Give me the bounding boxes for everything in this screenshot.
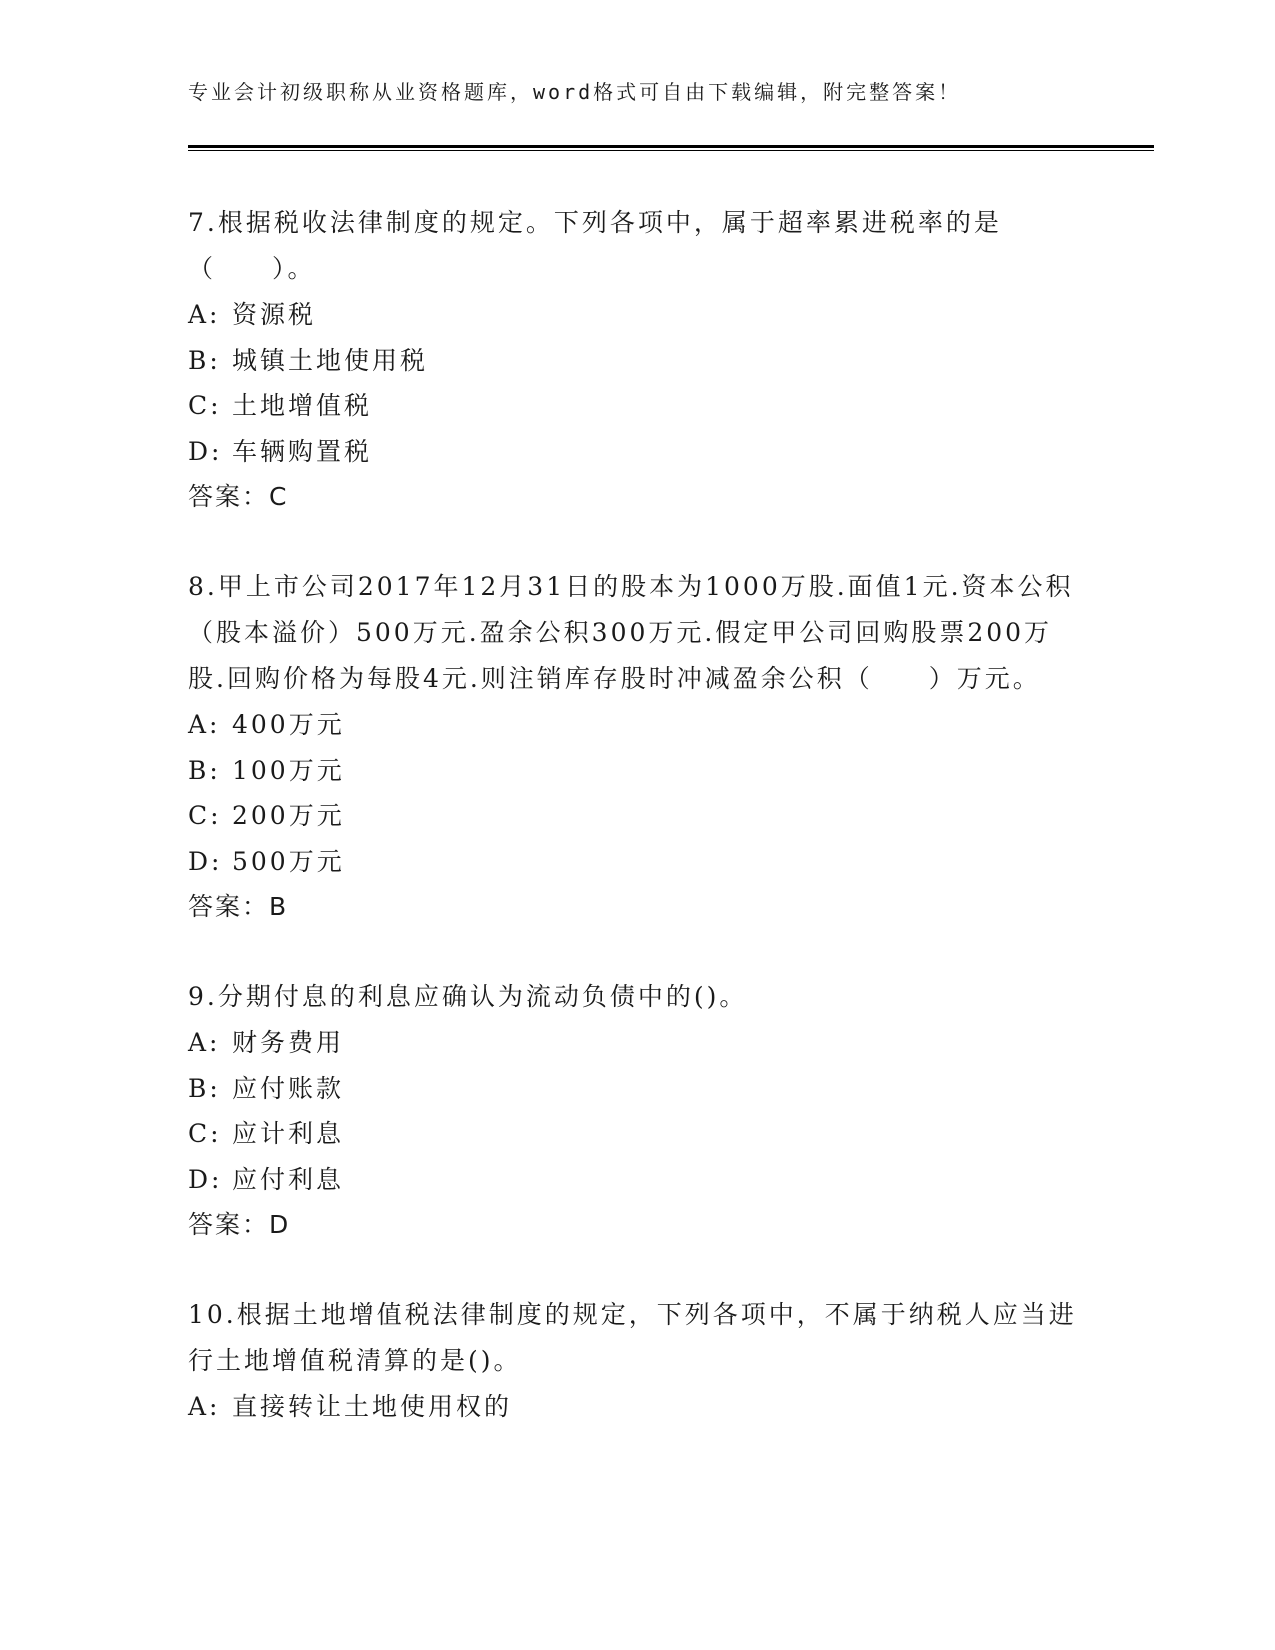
option-text: 应付账款 [232, 1073, 345, 1103]
option-a [188, 702, 1088, 748]
page-header: 专业会计初级职称从业资格题库，word格式可自由下载编辑，附完整答案！ [188, 80, 962, 104]
header-rule-thin [188, 150, 1154, 151]
answer: 答案：C [188, 482, 289, 511]
option-letter: B: [188, 1073, 221, 1103]
option-letter: D: [188, 846, 223, 876]
option-letter: D: [188, 436, 223, 466]
question-text: 9.分期付息的利息应确认为流动负债中的()。 [188, 982, 748, 1011]
option-a [188, 1020, 1088, 1066]
option-letter: A: [188, 1392, 221, 1421]
option-text: 车辆购置税 [232, 436, 373, 466]
question-text: 10.根据土地增值税法律制度的规定，下列各项中，不属于纳税人应当进行土地增值税清算的是()。 [188, 1300, 1077, 1375]
option-letter: D: [188, 1164, 223, 1194]
option-text: 100万元 [232, 755, 345, 785]
option-d [188, 1157, 1088, 1203]
option-text: 直接转让土地使用权的 [232, 1392, 513, 1421]
question-text: 8.甲上市公司2017年12月31日的股本为1000万股.面值1元.资本公积（股本溢价）500万元.盈余公积300万元.假定甲公司回购股票200万股.回购价格为每股4元.则注销库存股时冲减盈余公积（ ）万元。 [188, 572, 1074, 693]
option-text: 500万元 [232, 846, 345, 876]
answer: 答案：D [188, 1210, 291, 1239]
question-10 [188, 1292, 1088, 1430]
option-b [188, 338, 1088, 384]
question-7 [188, 200, 1088, 520]
option-letter: A: [188, 1028, 221, 1057]
option-c [188, 793, 1088, 839]
question-text: 7.根据税收法律制度的规定。下列各项中，属于超率累进税率的是（ ）。 [188, 208, 1002, 283]
option-text: 400万元 [232, 710, 345, 739]
question-8 [188, 564, 1088, 930]
option-a [188, 1384, 1088, 1430]
option-a [188, 292, 1088, 338]
option-text: 200万元 [232, 801, 345, 830]
option-b [188, 748, 1088, 794]
question-9 [188, 974, 1088, 1248]
option-text: 应计利息 [232, 1119, 345, 1148]
option-d [188, 429, 1088, 475]
option-letter: C: [188, 1119, 222, 1148]
option-b [188, 1066, 1088, 1112]
option-text: 财务费用 [232, 1028, 345, 1057]
question-list [188, 200, 1088, 1474]
option-letter: B: [188, 755, 221, 785]
option-c [188, 1111, 1088, 1157]
option-letter: A: [188, 300, 221, 329]
option-text: 资源税 [232, 300, 317, 329]
option-letter: A: [188, 710, 221, 739]
option-text: 土地增值税 [232, 391, 373, 420]
header-rule-thick [188, 145, 1154, 148]
option-text: 应付利息 [232, 1164, 345, 1194]
option-letter: C: [188, 801, 222, 830]
answer: 答案：B [188, 892, 289, 921]
option-c [188, 383, 1088, 429]
option-letter: B: [188, 345, 221, 375]
option-d [188, 839, 1088, 885]
option-letter: C: [188, 391, 222, 420]
option-text: 城镇土地使用税 [232, 345, 429, 375]
